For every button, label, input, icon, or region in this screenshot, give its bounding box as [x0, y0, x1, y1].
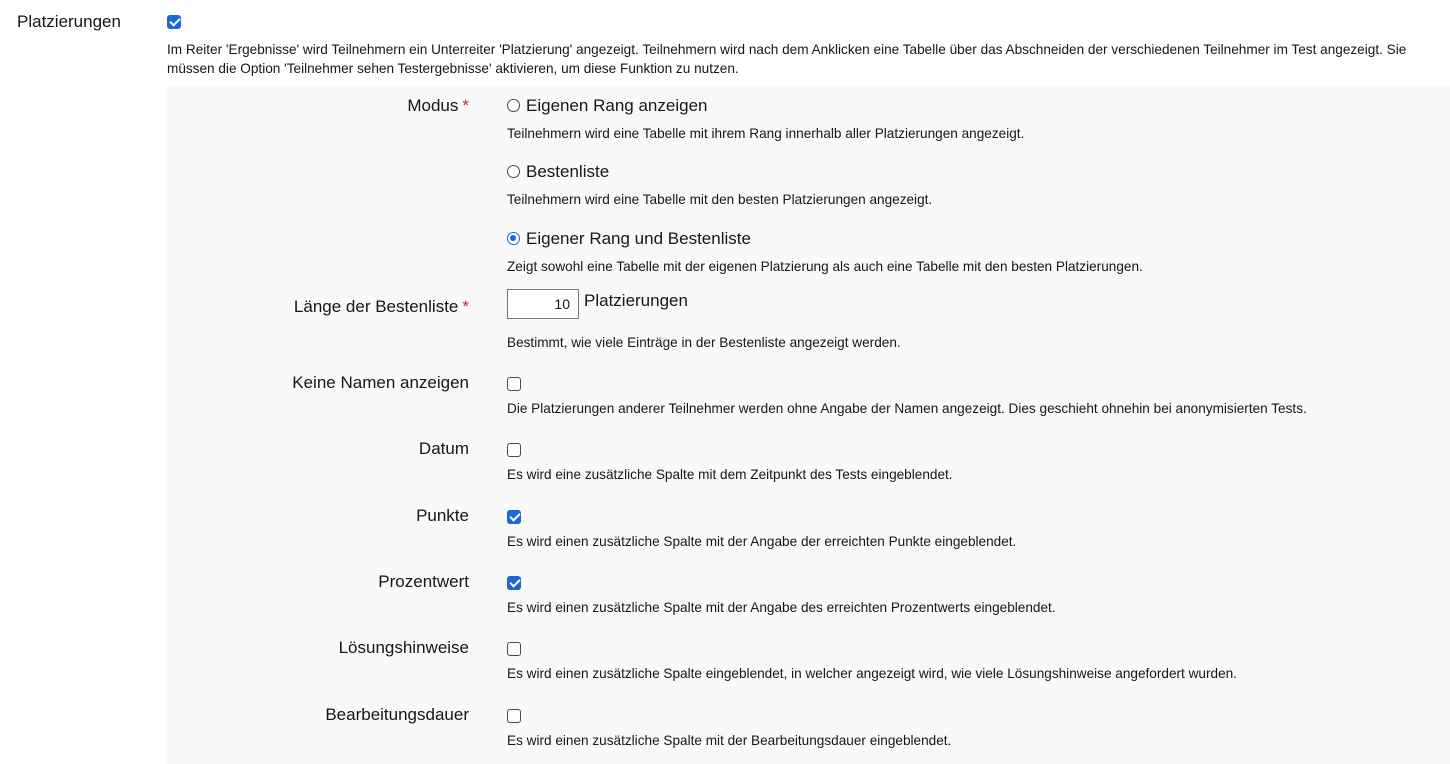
- option-desc: Es wird einen zusätzliche Spalte mit der Bearbeitungsdauer eingeblendet.: [507, 733, 952, 748]
- option-desc: Es wird eine zusätzliche Spalte mit dem Zeitpunkt des Tests eingeblendet.: [507, 467, 953, 482]
- duration-checkbox[interactable]: [507, 709, 521, 723]
- required-marker: *: [462, 297, 469, 316]
- option-desc: Die Platzierungen anderer Teilnehmer werden ohne Angabe der Namen angezeigt. Dies geschieht ohnehin bei anonymisierten Tests.: [507, 401, 1307, 416]
- radio-icon[interactable]: [507, 165, 520, 178]
- option-desc: Es wird einen zusätzliche Spalte mit der Angabe des erreichten Prozentwerts eingeblendet.: [507, 600, 1056, 615]
- toplist-length-input[interactable]: [507, 289, 579, 319]
- placements-setting: [0, 0, 1450, 76]
- placements-subform: [166, 86, 1450, 764]
- option-desc: Es wird einen zusätzliche Spalte eingeblendet, in welcher angezeigt wird, wie viele Lösungshinweise angefordert wurden.: [507, 666, 1237, 681]
- option-no-names: [166, 373, 1450, 416]
- mode-label: Modus *: [407, 96, 469, 115]
- no-names-checkbox[interactable]: [507, 377, 521, 391]
- option-percentage: [166, 572, 1450, 615]
- option-label: Datum: [418, 439, 469, 458]
- radio-icon[interactable]: [507, 99, 520, 112]
- mode-option-both[interactable]: Eigener Rang und Bestenliste: [507, 229, 751, 249]
- radio-icon[interactable]: [507, 232, 520, 245]
- mode-option-toplist[interactable]: Bestenliste: [507, 162, 609, 182]
- placements-checkbox[interactable]: [167, 15, 181, 29]
- option-points: [166, 506, 1450, 549]
- option-hints: [166, 638, 1450, 681]
- option-label: Keine Namen anzeigen: [292, 373, 469, 392]
- toplist-length-label: Länge der Bestenliste *: [293, 297, 469, 316]
- option-desc: Es wird einen zusätzliche Spalte mit der Angabe der erreichten Punkte eingeblendet.: [507, 534, 1017, 549]
- placements-info: Im Reiter 'Ergebnisse' wird Teilnehmern ein Unterreiter 'Platzierung' angezeigt. Teilnehmern wird nach dem Anklicken eine Tabelle über das Abschneiden der verschiedenen Teilnehmer im Test angezeigt. Sie müssen die Option 'Teilnehmer sehen Testergebnisse' aktivieren, um diese Funktion zu nutzen.: [167, 42, 1407, 76]
- mode-option-own-rank[interactable]: Eigenen Rang anzeigen: [507, 96, 707, 116]
- mode-option-both-desc: Zeigt sowohl eine Tabelle mit der eigenen Platzierung als auch eine Tabelle mit den besten Platzierungen.: [507, 259, 1143, 274]
- hints-checkbox[interactable]: [507, 642, 521, 656]
- mode-option-toplist-desc: Teilnehmern wird eine Tabelle mit den besten Platzierungen angezeigt.: [507, 192, 933, 207]
- option-label: Punkte: [416, 506, 469, 525]
- date-checkbox[interactable]: [507, 443, 521, 457]
- option-duration: [166, 705, 1450, 748]
- required-marker: *: [462, 96, 469, 115]
- mode-option-own-rank-desc: Teilnehmern wird eine Tabelle mit ihrem Rang innerhalb aller Platzierungen angezeigt.: [507, 126, 1025, 141]
- toplist-length-desc: Bestimmt, wie viele Einträge in der Bestenliste angezeigt werden.: [507, 335, 901, 350]
- option-date: [166, 439, 1450, 482]
- toplist-length-unit: Platzierungen: [584, 291, 688, 310]
- option-label: Bearbeitungsdauer: [325, 705, 469, 724]
- option-label: Prozentwert: [378, 572, 469, 591]
- percentage-checkbox[interactable]: [507, 576, 521, 590]
- option-label: Lösungshinweise: [338, 638, 469, 657]
- points-checkbox[interactable]: [507, 510, 521, 524]
- placements-label: Platzierungen: [17, 12, 121, 31]
